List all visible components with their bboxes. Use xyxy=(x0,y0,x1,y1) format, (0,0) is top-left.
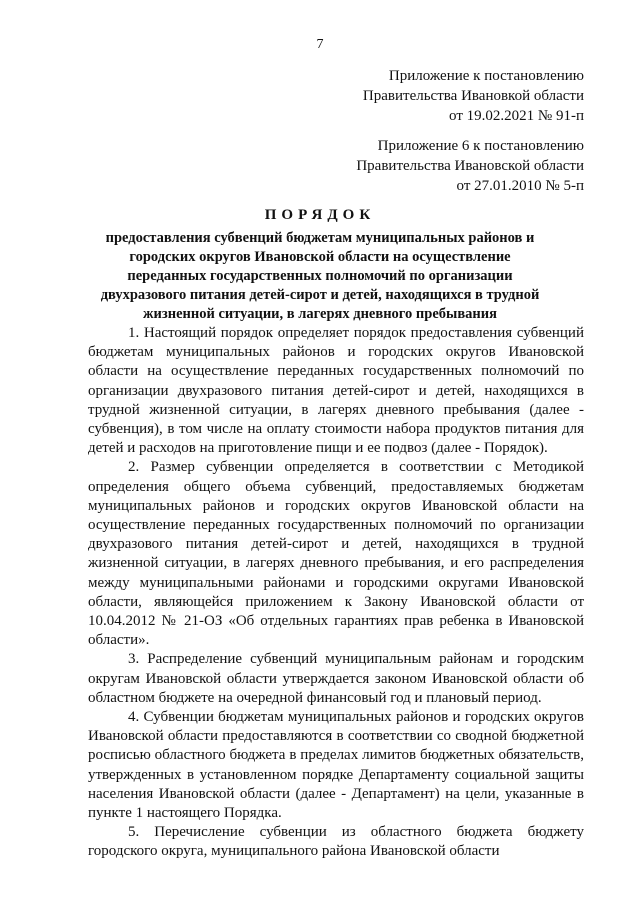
paragraph-4: 4. Субвенции бюджетам муниципальных районов и городских округов Ивановской области предоставляются в соответствии со сводной бюджетной росписью областного бюджета в пределах лимитов бюджетных обязательств, утвержденных в установленном порядке Департаменту социальной защиты населения Ивановской области (далее - Департамент) на цели, указанные в пункте 1 настоящего Порядка. xyxy=(88,709,584,822)
appendix-line: от 19.02.2021 № 91-п xyxy=(449,108,584,124)
appendix-original-reference xyxy=(356,136,584,196)
appendix-line: Приложение 6 к постановлению xyxy=(377,138,584,154)
paragraph-2: 2. Размер субвенции определяется в соответствии с Методикой определения общего объема субвенций, предоставляемых бюджетам муниципальных районов и городских округов Ивановской области на осуществление переданных государственных полномочий по организации двухразового питания детей-сирот и детей, находящихся в трудной жизненной ситуации, в лагерях дневного пребывания, и его распределения между муниципальными районами и городскими округами Ивановской области, являющейся приложением к Закону Ивановской области от 10.04.2012 № 21-ОЗ «Об отдельных гарантиях прав ребенка в Ивановской области». xyxy=(88,459,584,649)
document-title: ПОРЯДОК xyxy=(264,207,376,223)
appendix-line: Приложение к постановлению xyxy=(388,68,584,84)
document-subtitle: предоставления субвенций бюджетам муниципальных районов и городских округов Ивановской области на осуществление переданных государственных полномочий по организации двухразового питания детей-сирот и детей, находящихся в трудной жизненной ситуации, в лагерях дневного пребывания xyxy=(100,230,540,322)
paragraph-1: 1. Настоящий порядок определяет порядок предоставления субвенций бюджетам муниципальных районов и городских округов Ивановской области на осуществление переданных государственных полномочий по организации двухразового питания детей-сирот и детей, находящихся в трудной жизненной ситуации, в лагерях дневного пребывания (далее - субвенция), в том числе на оплату стоимости набора продуктов питания для детей и расходов на приготовление пищи и ее подвоз (далее - Порядок). xyxy=(88,325,584,457)
appendix-line: от 27.01.2010 № 5-п xyxy=(456,178,584,194)
appendix-line: Правительства Ивановкой области xyxy=(362,88,584,104)
paragraph-5: 5. Перечисление субвенции из областного бюджета бюджету городского округа, муниципального района Ивановской области xyxy=(88,824,584,860)
appendix-current-reference xyxy=(363,66,584,126)
document-body xyxy=(88,324,584,862)
paragraph-3: 3. Распределение субвенций муниципальным районам и городским округам Ивановской области утверждается законом Ивановской области об областном бюджете на очередной финансовый год и плановый период. xyxy=(88,651,584,706)
page-number: 7 xyxy=(316,37,324,52)
appendix-line: Правительства Ивановской области xyxy=(356,158,584,174)
